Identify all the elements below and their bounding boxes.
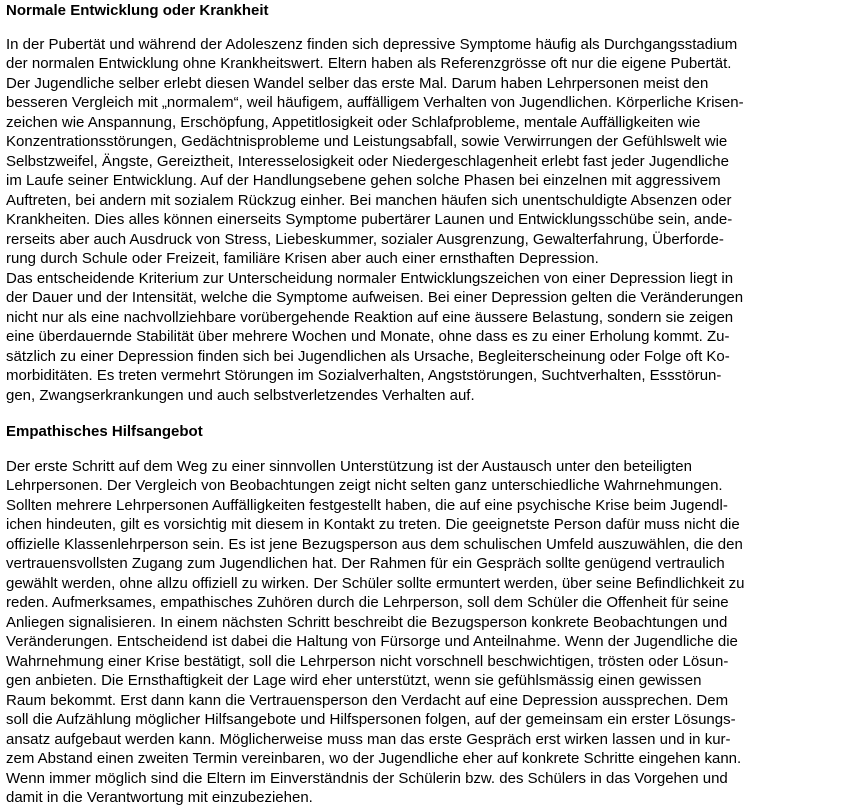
text-line: im Laufe seiner Entwicklung. Auf der Handlungsebene gehen solche Phasen bei einzelnen mit aggressivem <box>6 172 721 189</box>
text-line: Konzentrationsstörungen, Gedächtnisprobleme und Leistungsabfall, sowie Verwirrungen der Gefühlswelt wie <box>6 133 728 150</box>
text-line: ichen hindeuten, gilt es vorsichtig mit diesem in Kontakt zu treten. Die geeignetste Person dafür muss nicht die <box>6 516 740 533</box>
text-line: Der erste Schritt auf dem Weg zu einer sinnvollen Unterstützung ist der Austausch unter den beteiligten <box>6 457 692 475</box>
text-line: eine überdauernde Stabilität über mehrere Wochen und Monate, ohne dass es zu einer Erholung kommt. Zu- <box>6 328 730 345</box>
text-line: sätzlich zu einer Depression finden sich bei Jugendlichen als Ursache, Begleiterscheinung oder Folge oft Ko- <box>6 347 730 365</box>
text-line: Das entscheidende Kriterium zur Unterscheidung normaler Entwicklungszeichen von einer Depression liegt in <box>6 269 734 287</box>
section-heading-empathisches-hilfsangebot: Empathisches Hilfsangebot <box>6 423 203 440</box>
text-line: Raum bekommt. Erst dann kann die Vertrauensperson den Verdacht auf eine Depression aussprechen. Dem <box>6 691 729 709</box>
text-line: damit in die Verantwortung mit einzubeziehen. <box>6 789 313 806</box>
text-line: rerseits aber auch Ausdruck von Stress, Liebeskummer, sozialer Ausgrenzung, Gewalterfahrung, Überforde- <box>6 230 724 248</box>
section-heading-normale-entwicklung: Normale Entwicklung oder Krankheit <box>6 2 269 19</box>
text-line: morbiditäten. Es treten vermehrt Störungen im Sozialverhalten, Angststörungen, Suchtverhalten, Essstörun- <box>6 367 722 384</box>
text-line: ansatz aufgebaut werden kann. Möglicherweise muss man das erste Gespräch erst wirken lassen und in kur- <box>6 730 731 748</box>
text-line: vertrauensvollsten Zugang zum Jugendlichen hat. Der Rahmen für ein Gespräch sollte genügend vertraulich <box>6 555 725 572</box>
text-line: Der Jugendliche selber erlebt diesen Wandel selber das erste Mal. Darum haben Lehrpersonen meist den <box>6 74 709 92</box>
text-line: reden. Aufmerksames, empathisches Zuhören durch die Lehrperson, soll dem Schüler die Offenheit für seine <box>6 594 729 611</box>
text-line: In der Pubertät und während der Adoleszenz finden sich depressive Symptome häufig als Durchgangsstadium <box>6 35 738 53</box>
paragraph-hilfsangebot <box>6 457 843 808</box>
text-line: Selbstzweifel, Ängste, Gereiztheit, Interesselosigkeit oder Niedergeschlagenheit erlebt fast jeder Jugendliche <box>6 152 729 170</box>
text-line: Anliegen signalisieren. In einem nächsten Schritt beschreibt die Bezugsperson konkrete Beobachtungen und <box>6 613 728 631</box>
paragraph-kriterium-depression <box>6 269 843 406</box>
text-line: der Dauer und der Intensität, welche die Symptome aufweisen. Bei einer Depression gelten die Veränderungen <box>6 289 744 306</box>
text-line: offizielle Klassenlehrperson sein. Es ist jene Bezugsperson aus dem schulischen Umfeld auszuwählen, die den <box>6 535 743 553</box>
text-line: Krankheiten. Dies alles können einerseits Symptome pubertärer Launen und Entwicklungsschübe sein, ande- <box>6 211 733 228</box>
paragraph-entwicklung-symptome <box>6 35 843 269</box>
text-line: Sollten mehrere Lehrpersonen Auffälligkeiten festgestellt haben, die auf eine psychische Krise beim Jugendl- <box>6 496 728 514</box>
text-line: Veränderungen. Entscheidend ist dabei die Haltung von Fürsorge und Anteilnahme. Wenn der Jugendliche die <box>6 633 738 650</box>
text-line: soll die Aufzählung möglicher Hilfsangebote und Hilfspersonen folgen, auf der gemeinsam ein erster Lösungs- <box>6 711 736 728</box>
text-line: zeichen wie Anspannung, Erschöpfung, Appetitlosigkeit oder Schlafprobleme, mentale Auffälligkeiten wie <box>6 113 701 131</box>
text-line: der normalen Entwicklung ohne Krankheitswert. Eltern haben als Referenzgrösse oft nur die eigene Pubertät. <box>6 55 732 72</box>
text-line: nicht nur als eine nachvollziehbare vorübergehende Reaktion auf eine äussere Belastung, sondern sie zeigen <box>6 308 734 326</box>
text-line: gen, Zwangserkrankungen und auch selbstverletzendes Verhalten auf. <box>6 386 475 404</box>
text-line: Auftreten, bei andern mit sozialem Rückzug einher. Bei manchen häufen sich unentschuldigte Absenzen oder <box>6 191 732 209</box>
text-line: rung durch Schule oder Freizeit, familiäre Krisen aber auch einer ernsthaften Depression. <box>6 250 599 267</box>
text-line: Wahrnehmung einer Krise bestätigt, soll die Lehrperson nicht vorschnell beschwichtigen, trösten oder Lösun- <box>6 652 729 670</box>
text-line: gewählt werden, ohne allzu offiziell zu wirken. Der Schüler sollte ermuntert werden, über seine Befindlichkeit zu <box>6 574 745 592</box>
text-line: Lehrpersonen. Der Vergleich von Beobachtungen zeigt nicht selten ganz unterschiedliche Wahrnehmungen. <box>6 477 723 494</box>
text-line: gen anbieten. Die Ernsthaftigkeit der Lage wird eher unterstützt, wenn sie gefühlsmässig einen gewissen <box>6 672 702 689</box>
text-line: zem Abstand einen zweiten Termin vereinbaren, wo der Jugendliche eher auf konkrete Schritte eingehen kann. <box>6 750 742 767</box>
text-line: besseren Vergleich mit „normalem“, weil häufigem, auffälligem Verhalten von Jugendlichen. Körperliche Krisen- <box>6 94 744 111</box>
text-line: Wenn immer möglich sind die Eltern im Einverständnis der Schülerin bzw. des Schülers in das Vorgehen und <box>6 769 728 787</box>
